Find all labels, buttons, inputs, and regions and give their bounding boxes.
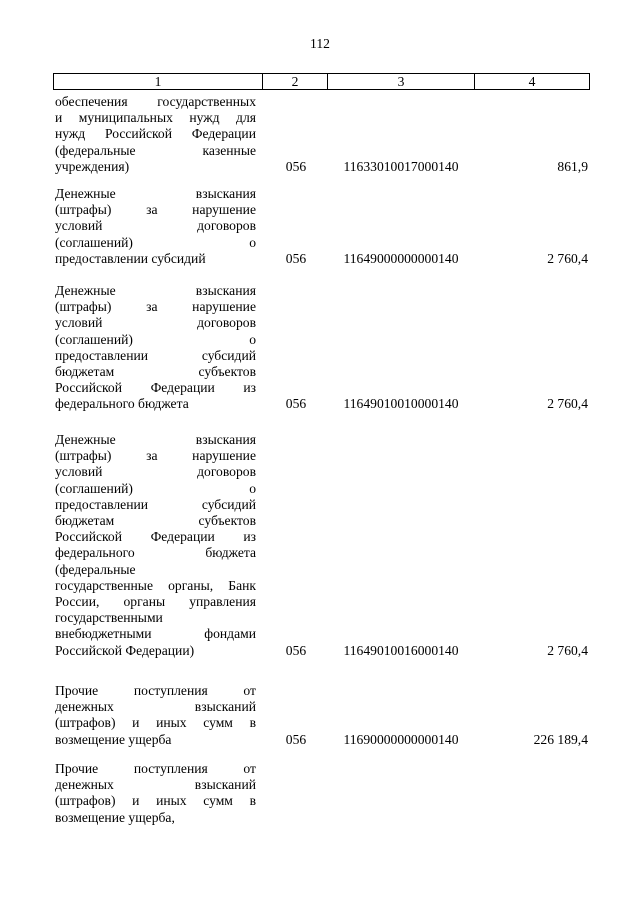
description-line: предоставлении субсидий bbox=[55, 250, 206, 266]
description-line: государственными bbox=[55, 610, 163, 626]
description-line: Денежные взыскания bbox=[55, 432, 256, 447]
description-line: и муниципальных нужд для bbox=[55, 110, 256, 126]
kbk-code-cell: 11649000000000140 bbox=[343, 250, 459, 266]
admin-code-cell: 056 bbox=[285, 642, 307, 658]
amount-cell: 226 189,4 bbox=[533, 731, 588, 747]
description-line: (штрафов) и иных сумм в bbox=[55, 715, 256, 731]
description-line: условий договоров bbox=[55, 315, 256, 331]
row-description bbox=[55, 94, 256, 175]
description-line: обеспечения государственных bbox=[55, 94, 256, 109]
description-line: (соглашений) о bbox=[55, 480, 256, 496]
description-line: учреждения) bbox=[55, 158, 130, 174]
description-line: России, органы управления bbox=[55, 594, 256, 610]
description-line: (соглашений) о bbox=[55, 331, 256, 347]
description-line: нужд Российской Федерации bbox=[55, 126, 256, 142]
description-line: (федеральные казенные bbox=[55, 142, 256, 158]
page-number: 112 bbox=[310, 36, 330, 51]
description-line: возмещение ущерба bbox=[55, 731, 172, 747]
description-line: Денежные взыскания bbox=[55, 186, 256, 201]
description-line: возмещение ущерба, bbox=[55, 809, 175, 825]
admin-code-cell: 056 bbox=[285, 731, 307, 747]
description-line: внебюджетными фондами bbox=[55, 626, 256, 642]
header-col-3: 3 bbox=[397, 74, 405, 89]
row-description bbox=[55, 432, 256, 659]
header-col-2: 2 bbox=[291, 74, 299, 89]
header-col-1: 1 bbox=[154, 74, 162, 89]
description-line: (соглашений) о bbox=[55, 234, 256, 250]
description-line: (штрафы) за нарушение bbox=[55, 202, 256, 218]
row-description bbox=[55, 761, 256, 826]
description-line: федерального бюджета bbox=[55, 545, 256, 561]
description-line: Денежные взыскания bbox=[55, 283, 256, 298]
description-line: (штрафы) за нарушение bbox=[55, 448, 256, 464]
admin-code-cell: 056 bbox=[285, 158, 307, 174]
row-description bbox=[55, 683, 256, 748]
description-line: (федеральные bbox=[55, 561, 136, 577]
description-line: условий договоров bbox=[55, 464, 256, 480]
description-line: предоставлении субсидий bbox=[55, 347, 256, 363]
description-line: Российской Федерации) bbox=[55, 642, 195, 658]
admin-code-cell: 056 bbox=[285, 250, 307, 266]
table-header bbox=[53, 73, 590, 90]
description-line: федерального бюджета bbox=[55, 396, 189, 412]
amount-cell: 2 760,4 bbox=[547, 250, 588, 266]
description-line: денежных взысканий bbox=[55, 699, 256, 715]
description-line: (штрафы) за нарушение bbox=[55, 299, 256, 315]
description-line: бюджетам субъектов bbox=[55, 513, 256, 529]
amount-cell: 2 760,4 bbox=[547, 396, 588, 412]
description-line: бюджетам субъектов bbox=[55, 364, 256, 380]
row-description bbox=[55, 283, 256, 413]
header-col-4: 4 bbox=[528, 74, 536, 89]
kbk-code-cell: 11690000000000140 bbox=[343, 731, 459, 747]
row-description bbox=[55, 186, 256, 267]
description-line: предоставлении субсидий bbox=[55, 496, 256, 512]
description-line: Российской Федерации из bbox=[55, 529, 256, 545]
description-line: Прочие поступления от bbox=[55, 683, 256, 698]
description-line: государственные органы, Банк bbox=[55, 577, 256, 593]
kbk-code-cell: 11633010017000140 bbox=[343, 158, 459, 174]
description-line: Прочие поступления от bbox=[55, 761, 256, 776]
description-line: денежных взысканий bbox=[55, 777, 256, 793]
amount-cell: 2 760,4 bbox=[547, 642, 588, 658]
kbk-code-cell: 11649010010000140 bbox=[343, 396, 459, 412]
kbk-code-cell: 11649010016000140 bbox=[343, 642, 459, 658]
description-line: Российской Федерации из bbox=[55, 380, 256, 396]
admin-code-cell: 056 bbox=[285, 396, 307, 412]
amount-cell: 861,9 bbox=[557, 158, 588, 174]
description-line: (штрафов) и иных сумм в bbox=[55, 793, 256, 809]
description-line: условий договоров bbox=[55, 218, 256, 234]
